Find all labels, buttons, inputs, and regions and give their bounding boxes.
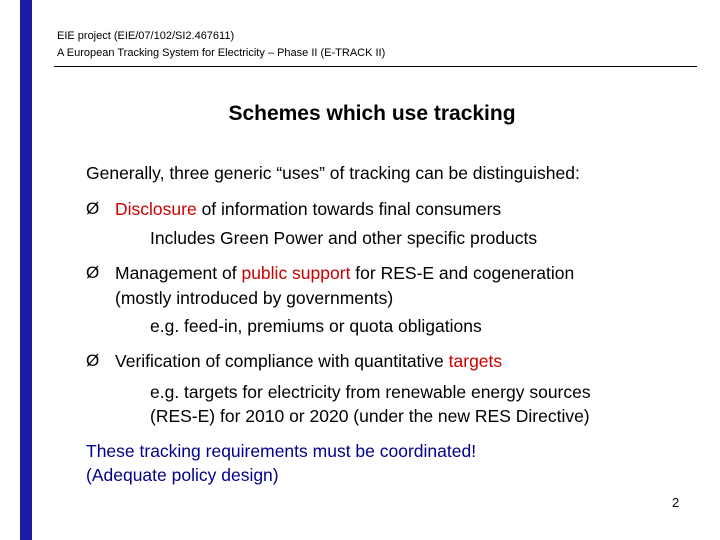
bullet-arrow-icon: Ø [86, 263, 100, 282]
bullet-3-pre: Verification of compliance with quantitative [115, 351, 449, 371]
bullet-2-highlight: public support [241, 263, 351, 283]
bullet-2 [115, 261, 574, 285]
bullet-1-rest: of information towards final consumers [196, 199, 502, 219]
bullet-3 [115, 349, 502, 373]
bullet-3-sub-line1: e.g. targets for electricity from renewable energy sources [150, 382, 591, 402]
bullet-3-highlight: targets [448, 351, 503, 371]
bullet-arrow-icon: Ø [86, 351, 100, 370]
bullet-2-sub: e.g. feed-in, premiums or quota obligations [150, 316, 482, 336]
slide-title: Schemes which use tracking [228, 102, 516, 125]
page-number: 2 [672, 495, 680, 510]
intro-text: Generally, three generic “uses” of tracking can be distinguished: [86, 163, 580, 183]
bullet-1-sub: Includes Green Power and other specific products [150, 228, 538, 248]
bullet-2-pre: Management of [115, 263, 242, 283]
project-title: A European Tracking System for Electricity – Phase II (E-TRACK II) [57, 47, 386, 59]
bullet-2-continuation: (mostly introduced by governments) [115, 288, 394, 308]
bullet-1-highlight: Disclosure [115, 199, 197, 219]
bullet-arrow-icon: Ø [86, 199, 100, 218]
bullet-3-sub-line2: (RES-E) for 2010 or 2020 (under the new RES Directive) [150, 406, 590, 426]
sidebar-accent-bar [20, 0, 32, 540]
project-id: EIE project (EIE/07/102/SI2.467611) [57, 30, 235, 42]
header-divider [54, 66, 697, 67]
conclusion-line2: (Adequate policy design) [86, 465, 279, 485]
bullet-1 [115, 197, 501, 221]
bullet-2-post: for RES-E and cogeneration [350, 263, 575, 283]
conclusion-line1: These tracking requirements must be coordinated! [86, 441, 477, 461]
